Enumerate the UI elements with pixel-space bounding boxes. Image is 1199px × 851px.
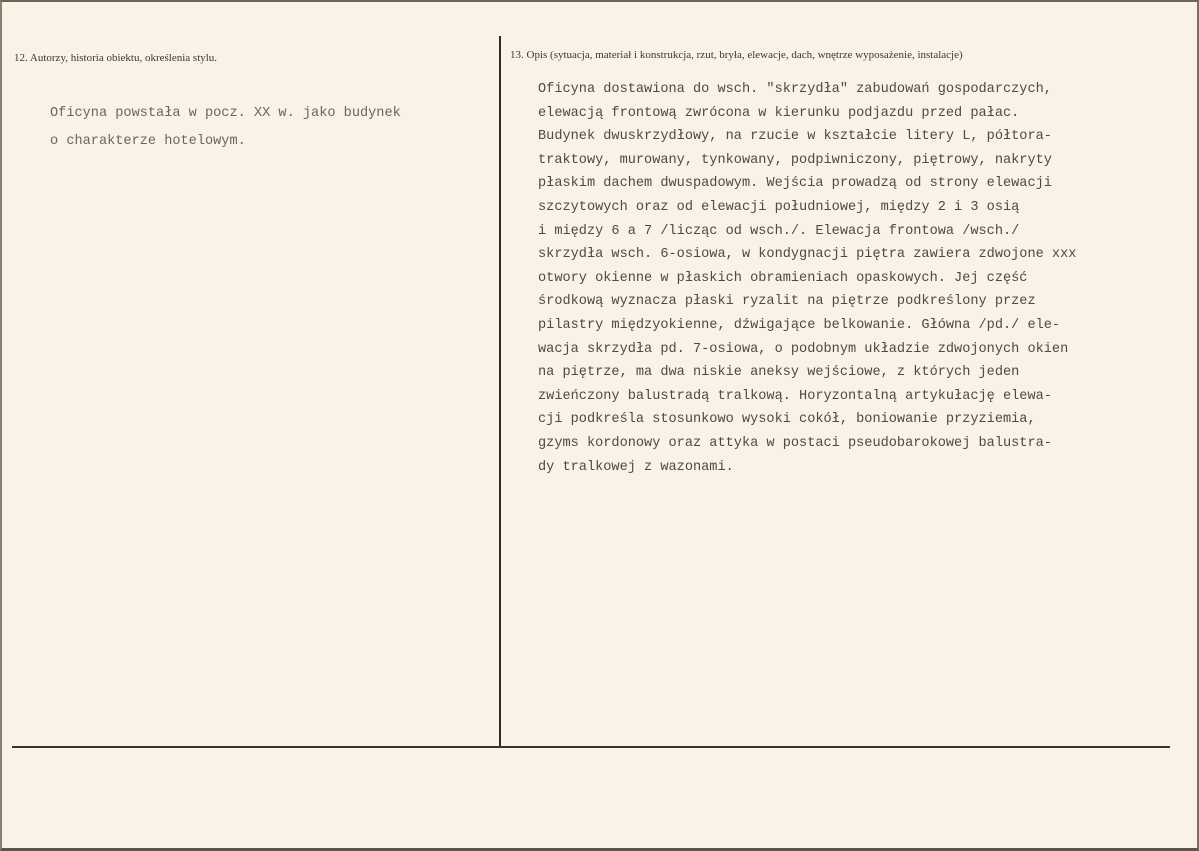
bottom-rule [12,746,1170,748]
field-13-label: 13. Opis (sytuacja, materiał i konstrukcja, rzut, bryła, elewacje, dach, wnętrze wyposażenie, instalacje) [510,49,963,61]
field-13-text: Oficyna dostawiona do wsch. "skrzydła" zabudowań gospodarczych, elewacją frontową zwrócona w kierunku podjazdu przed pałac. Budynek dwuskrzydłowy, na rzucie w kształcie litery L, półtora- traktowy, murowany, tynkowany, podpiwniczony, piętrowy, nakryty płaskim dachem dwuspadowym. Wejścia prowadzą od strony elewacji szczytowych oraz od elewacji południowej, między 2 i 3 osią i między 6 a 7 /licząc od wsch./. Elewacja frontowa /wsch./ skrzydła wsch. 6-osiowa, w kondygnacji piętra zawiera zdwojone xxx otwory okienne w płaskich obramieniach opaskowych. Jej część środkową wyznacza płaski ryzalit na piętrze podkreślony przez pilastry międzyokienne, dźwigające belkowanie. Główna /pd./ ele- wacja skrzydła pd. 7-osiowa, o podobnym układzie zdwojonych okien na piętrze, ma dwa niskie aneksy wejściowe, z których jeden zwieńczony balustradą tralkową. Horyzontalną artykułację elewa- cji podkreśla stosunkowo wysoki cokół, boniowanie przyziemia, gzyms kordonowy oraz attyka w postaci pseudobarokowej balustra- dy tralkowej z wazonami. [538,82,1077,475]
field-12-label: 12. Autorzy, historia obiektu, określenia stylu. [14,52,218,64]
field-12-text: Oficyna powstała w pocz. XX w. jako budynek o charakterze hotelowym. [50,106,401,149]
column-divider [499,36,501,748]
